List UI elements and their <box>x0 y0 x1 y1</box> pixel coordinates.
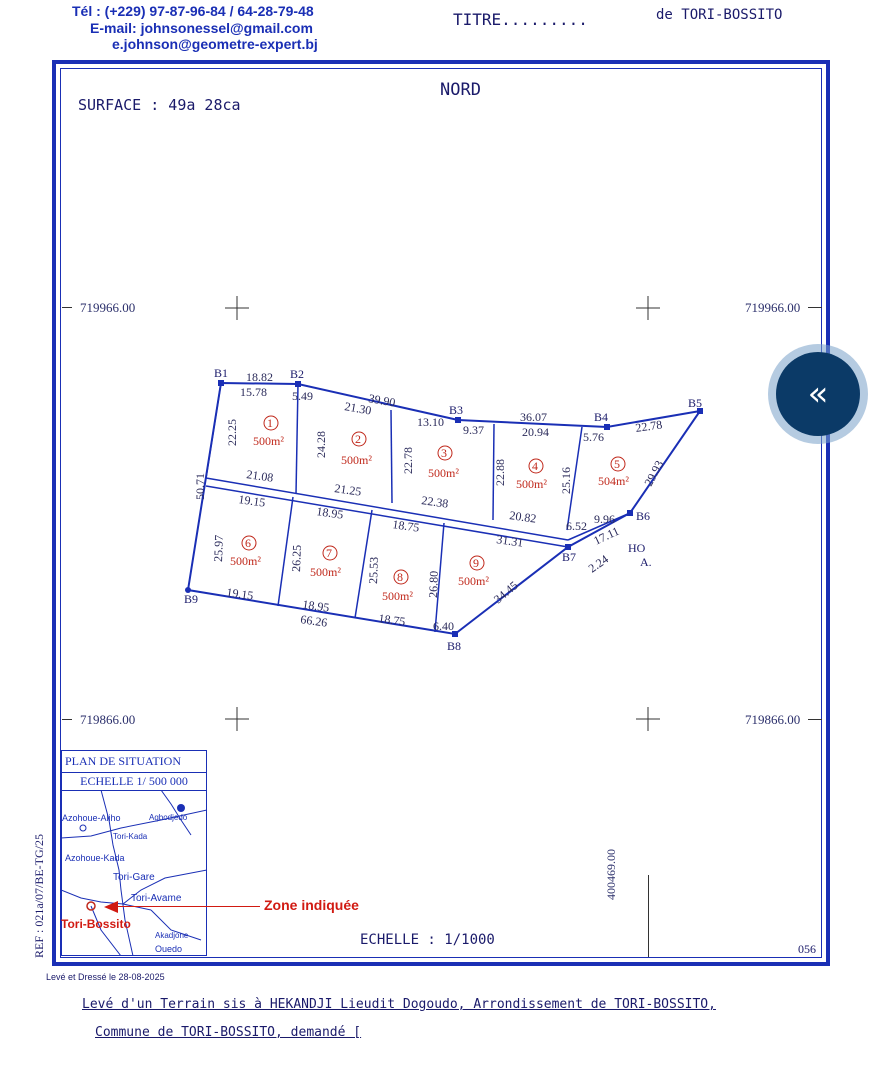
place-label: Agbodjedo <box>149 813 188 822</box>
dim-label: 20.94 <box>522 425 549 439</box>
dim-label: 22.38 <box>420 493 450 511</box>
collapse-button[interactable] <box>776 352 860 436</box>
lot-number: 4 <box>532 459 538 473</box>
dim-label: 31.31 <box>495 532 525 550</box>
dim-label: 13.10 <box>417 415 444 429</box>
coord-left-bottom: 719866.00 <box>80 712 136 727</box>
place-label: Azohoue-Kada <box>65 853 125 863</box>
dim-label: 22.88 <box>493 459 507 486</box>
titre-label: TITRE......... <box>453 10 588 29</box>
sheet-number: 056 <box>798 942 816 956</box>
dim-label: 5.76 <box>583 430 604 444</box>
surface-label: SURFACE : 49a 28ca <box>78 96 241 114</box>
borne-b9: B9 <box>184 592 199 606</box>
dim-label: 66.26 <box>299 612 329 630</box>
dim-label: 18.75 <box>377 611 407 629</box>
double-chevron-left-icon: « <box>807 374 829 414</box>
lot-area: 500m² <box>516 477 547 491</box>
header-phone: Tél : (+229) 97-87-96-84 / 64-28-79-48 <box>72 3 314 19</box>
lot-area: 500m² <box>458 574 489 588</box>
dim-label: 21.25 <box>333 481 363 499</box>
place-label: Ouedo <box>155 944 183 954</box>
dim-label: 9.37 <box>463 423 484 437</box>
dim-label: 50.71 <box>193 473 207 500</box>
lot-area: 500m² <box>341 453 372 467</box>
dim-label: 18.82 <box>246 370 273 384</box>
dim-label: 26.80 <box>426 570 441 599</box>
dim-label: 19.15 <box>237 492 267 510</box>
dim-label: 25.16 <box>559 467 573 494</box>
dim-label: 22.78 <box>634 417 664 435</box>
ref-vertical: REF : 021a/07/BE-TG/25 <box>32 834 46 958</box>
dim-label: 6.52 <box>566 519 587 533</box>
dim-label: 15.78 <box>240 385 267 399</box>
zone-label: Zone indiquée <box>264 897 359 913</box>
dim-label: 17.11 <box>591 523 622 548</box>
coord-right-bottom: 719866.00 <box>745 712 801 727</box>
footer-line-2: Commune de TORI-BOSSITO, demandé [ <box>95 1025 362 1040</box>
borne-b4: B4 <box>594 410 609 424</box>
dim-label: 22.78 <box>401 447 415 474</box>
lot-number: 1 <box>267 416 273 430</box>
coord-left-top: 719966.00 <box>80 300 136 315</box>
zone-arrow-head <box>104 901 118 913</box>
dim-label: 20.82 <box>508 508 538 526</box>
situation-scale: ECHELLE 1/ 500 000 <box>62 772 206 791</box>
place-label: Tori-Gare <box>113 872 155 883</box>
coord-right-top: 719966.00 <box>745 300 801 315</box>
dim-label: 18.95 <box>315 504 345 522</box>
borne-b6: B6 <box>636 509 651 523</box>
commune-top: de TORI-BOSSITO <box>656 7 783 23</box>
lot-area: 500m² <box>253 434 284 448</box>
dim-label: 19.15 <box>225 585 255 603</box>
dim-label: 5.49 <box>292 389 313 403</box>
dim-label: 29.93 <box>641 457 667 489</box>
dim-label: 26.25 <box>289 544 304 573</box>
ho-label: HO <box>628 541 646 555</box>
coord-x-vertical: 400469.00 <box>604 849 618 900</box>
lot-number: 3 <box>441 446 447 460</box>
echelle-label: ECHELLE : 1/1000 <box>360 932 495 948</box>
north-label: NORD <box>440 80 481 100</box>
borne-b1: B1 <box>214 366 229 380</box>
lot-number: 7 <box>326 546 332 560</box>
dim-label: 22.25 <box>225 419 239 446</box>
header-email-pro: e.johnson@geometre-expert.bj <box>112 36 318 52</box>
lot-number: 9 <box>473 556 479 570</box>
dim-label: 21.08 <box>245 467 275 485</box>
lot-number: 8 <box>397 570 403 584</box>
situation-map <box>61 790 207 956</box>
dim-label: 18.75 <box>391 517 421 535</box>
borne-b8: B8 <box>447 639 462 653</box>
place-label: Tori-Avame <box>131 893 182 904</box>
footer-line-1: Levé d'un Terrain sis à HEKANDJI Lieudit Dogoudo, Arrondissement de TORI-BOSSITO, <box>82 997 716 1012</box>
lot-number: 5 <box>614 457 620 471</box>
borne-b5: B5 <box>688 396 703 410</box>
header-email: E-mail: johnsonessel@gmail.com <box>90 20 313 36</box>
lot-number: 6 <box>245 536 251 550</box>
dim-label: 18.95 <box>301 597 331 615</box>
lot-area: 500m² <box>382 589 413 603</box>
dim-label: 24.28 <box>314 431 328 458</box>
place-label: Azohoue-Aliho <box>62 813 121 823</box>
dim-label: 39.90 <box>367 391 397 410</box>
zone-arrow-line <box>110 906 260 907</box>
dim-label: 25.53 <box>366 556 381 585</box>
lot-area: 500m² <box>428 466 459 480</box>
dim-label: 36.07 <box>520 410 547 424</box>
lot-area: 500m² <box>230 554 261 568</box>
lot-number: 2 <box>355 432 361 446</box>
place-label: Akadjone <box>155 931 189 940</box>
situation-title: PLAN DE SITUATION <box>65 754 181 768</box>
place-label: Tori-Bossito <box>61 917 131 931</box>
dim-label: 25.97 <box>211 534 226 563</box>
dim-label: 9.96 <box>594 512 615 526</box>
borne-b7: B7 <box>562 550 577 564</box>
dim-label: 21.30 <box>343 399 373 418</box>
a-label: A. <box>640 555 652 569</box>
borne-b2: B2 <box>290 367 305 381</box>
place-label: Tori-Kada <box>113 832 148 841</box>
lot-area: 500m² <box>310 565 341 579</box>
borne-b3: B3 <box>449 403 464 417</box>
lot-area: 504m² <box>598 474 629 488</box>
dim-label: 34.45 <box>490 578 521 607</box>
dim-label: 6.40 <box>433 619 454 633</box>
dim-label: 2.24 <box>585 551 611 576</box>
leve-date: Levé et Dressé le 28-08-2025 <box>46 972 165 982</box>
